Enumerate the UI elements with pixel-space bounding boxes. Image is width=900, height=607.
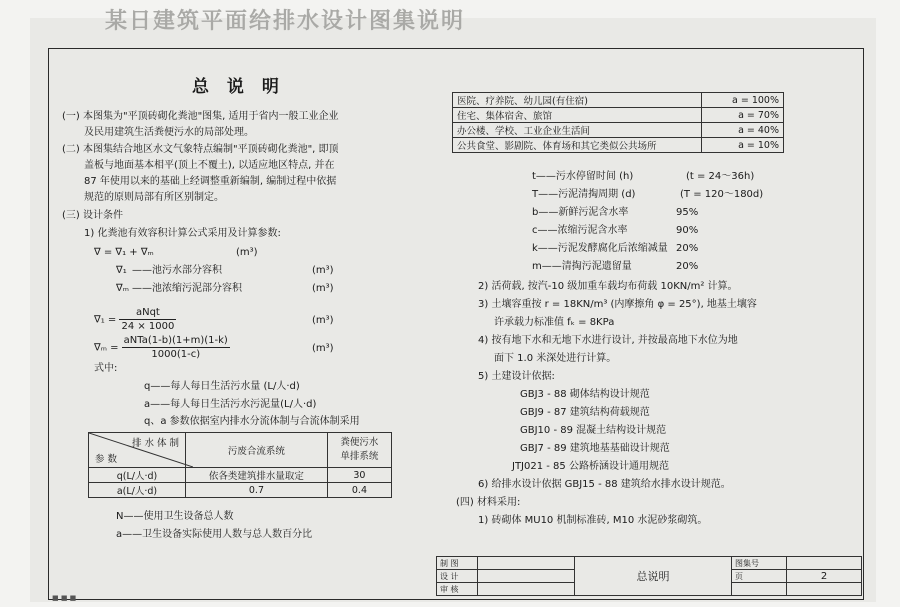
formula-sludge-unit: (m³)	[312, 343, 334, 354]
item2: 2) 活荷载, 按汽-10 级加重车载均布荷载 10KN/m² 计算。	[478, 281, 738, 292]
formula-water-fraction	[119, 306, 176, 333]
table-row	[453, 93, 784, 108]
def-t	[532, 170, 633, 183]
section1-line2: 及民用建筑生活粪便污水的局部处理。	[84, 127, 254, 138]
table-row	[89, 468, 392, 483]
item5: 5) 土建设计依据:	[478, 371, 555, 382]
tb-value	[478, 557, 575, 570]
tb-empty	[732, 583, 787, 596]
tb-page-label: 页	[732, 570, 787, 583]
formula-sludge-lhs: ∇ₘ =	[94, 342, 119, 354]
code-item: JTJ021 - 85 公路桥涵设计通用规范	[512, 461, 669, 472]
place-cell: 住宅、集体宿舍、旅馆	[453, 108, 702, 123]
alpha-value-cell: a = 70%	[702, 108, 784, 123]
item4-line1: 4) 按有地下水和无地下水进行设计, 并按最高地下水位为地	[478, 335, 738, 346]
section2-line3: 87 年使用以来的基础上经调整重新编制, 编制过程中依据	[84, 176, 337, 187]
alpha-table	[452, 92, 784, 153]
n-definition: N——使用卫生设备总人数	[116, 511, 234, 522]
header-ghost-text: 某日建筑平面给排水设计图集说明	[105, 9, 466, 34]
def-range: 20%	[676, 243, 699, 254]
corner-stamp: ■ ■ ■	[52, 594, 77, 602]
formula-water-unit: (m³)	[312, 315, 334, 326]
a-definition: a——每人每日生活污水污泥量(L/人·d)	[144, 399, 317, 410]
tb-label: 设 计	[437, 570, 478, 583]
def-range: 90%	[676, 225, 699, 236]
def-T	[532, 188, 635, 201]
place-cell: 办公楼、学校、工业企业生活间	[453, 123, 702, 138]
def-text: ——浓缩污泥含水率	[537, 225, 628, 236]
formula-sludge-numerator: aNTa(1-b)(1+m)(1-k)	[123, 335, 228, 346]
section3-item1: 1) 化粪池有效容积计算公式采用及计算参数:	[84, 228, 281, 239]
tb-value	[478, 583, 575, 596]
def-sludge-symbol: ∇ₘ	[116, 283, 129, 294]
place-cell: 医院、疗养院、幼儿园(有住宿)	[453, 93, 702, 108]
def-range: (T = 120～180d)	[680, 189, 764, 200]
item3-line1: 3) 土壤容重按 r = 18KN/m³ (内摩擦角 φ = 25°), 地基土壤容	[478, 299, 757, 310]
corner-top-label: 排 水 体 制	[131, 438, 179, 449]
formula-sludge-denominator: 1000(1-c)	[151, 349, 201, 360]
tb-page-number: 2	[787, 570, 862, 583]
def-symbol: t	[532, 171, 536, 182]
def-symbol: b	[532, 207, 539, 218]
section4-item1: 1) 砖砌体 MU10 机制标准砖, M10 水泥砂浆砌筑。	[478, 515, 708, 526]
formula-sludge	[94, 334, 230, 361]
def-symbol: c	[532, 225, 538, 236]
formula-water-numerator: aNqt	[119, 306, 176, 320]
section4-heading: (四) 材料采用:	[456, 497, 521, 508]
table-row	[89, 483, 392, 498]
formula-water-lhs: ∇₁ =	[94, 314, 117, 326]
col-header-separate-l1: 粪便污水	[340, 437, 379, 448]
table-row	[453, 108, 784, 123]
def-k	[532, 242, 668, 255]
value-cell: 0.4	[327, 483, 391, 498]
col-header-separate	[327, 433, 391, 468]
item6: 6) 给排水设计依据 GBJ15 - 88 建筑给水排水设计规范。	[478, 479, 731, 490]
alpha-value-cell: a = 40%	[702, 123, 784, 138]
def-sludge-unit: (m³)	[312, 283, 334, 294]
value-cell: 30	[327, 468, 391, 483]
tb-atlas-value	[787, 557, 862, 570]
formula-total: ∇ = ∇₁ + ∇ₘ	[94, 247, 154, 258]
def-water-symbol: ∇₁	[116, 265, 127, 276]
code-item: GBJ10 - 89 混凝土结构设计规范	[520, 425, 667, 436]
def-text: ——污泥发酵腐化后浓缩减量	[537, 243, 668, 254]
section3-heading: (三) 设计条件	[62, 210, 123, 221]
def-range: (t = 24～36h)	[686, 171, 755, 182]
formula-water	[94, 306, 176, 333]
def-b	[532, 206, 628, 219]
value-cell: 依各类建筑排水量取定	[186, 468, 328, 483]
alpha-value-cell: a = 100%	[702, 93, 784, 108]
table-corner-cell	[89, 433, 186, 468]
def-text: ——污泥清掏周期 (d)	[538, 189, 636, 200]
def-range: 95%	[676, 207, 699, 218]
code-item: GBJ9 - 87 建筑结构荷载规范	[520, 407, 650, 418]
def-range: 20%	[676, 261, 699, 272]
tb-value	[478, 570, 575, 583]
def-symbol: T	[532, 189, 539, 200]
corner-bottom-label: 参 数	[95, 454, 118, 465]
title-block	[436, 556, 862, 596]
col-header-separate-l2: 单排系统	[340, 451, 379, 462]
def-text: ——污水停留时间 (h)	[535, 171, 634, 182]
def-m	[532, 260, 632, 273]
def-sludge-text: ——池浓缩污泥部分容积	[132, 283, 242, 294]
q-definition: q——每人每日生活污水量 (L/人·d)	[144, 381, 300, 392]
alpha-definition: a——卫生设备实际使用人数与总人数百分比	[116, 529, 313, 540]
code-item: GBJ3 - 88 砌体结构设计规范	[520, 389, 650, 400]
tb-label: 制 图	[437, 557, 478, 570]
tb-atlas-label: 图集号	[732, 557, 787, 570]
table-row	[453, 123, 784, 138]
parameter-table	[88, 432, 392, 498]
page-title: 总 说 明	[192, 77, 285, 97]
tb-label: 审 核	[437, 583, 478, 596]
def-text: ——清掏污泥遗留量	[541, 261, 632, 272]
section1-line1: (一) 本图集为"平顶砖砌化粪池"图集, 适用于省内一般工业企业	[62, 111, 339, 122]
formula-water-denominator: 24 × 1000	[121, 321, 175, 332]
def-water-text: ——池污水部分容积	[132, 265, 222, 276]
value-cell: 0.7	[186, 483, 328, 498]
def-symbol: k	[532, 243, 538, 254]
tb-drawing-title: 总说明	[575, 557, 732, 596]
def-symbol: m	[532, 261, 542, 272]
def-water-unit: (m³)	[312, 265, 334, 276]
qa-note: q、a 参数依据室内排水分流体制与合流体制采用	[144, 416, 360, 427]
item4-line2: 面下 1.0 米深处进行计算。	[494, 353, 617, 364]
param-cell: q(L/人·d)	[89, 468, 186, 483]
col-header-combined: 污废合流系统	[186, 433, 328, 468]
formula-sludge-fraction	[122, 334, 230, 361]
tb-empty	[787, 583, 862, 596]
def-c	[532, 224, 628, 237]
code-item: GBJ7 - 89 建筑地基基础设计规范	[520, 443, 670, 454]
where-label: 式中:	[94, 363, 118, 374]
item3-line2: 许承载力标准值 fₖ = 8KPa	[494, 317, 615, 328]
def-text: ——新鲜污泥含水率	[538, 207, 629, 218]
section2-line4: 规范的原则局部有所区别制定。	[84, 192, 224, 203]
alpha-value-cell: a = 10%	[702, 138, 784, 153]
formula-total-unit: (m³)	[236, 247, 258, 258]
section2-line2: 盖板与地面基本相平(顶上不覆土), 以适应地区特点, 并在	[84, 160, 335, 171]
param-cell: a(L/人·d)	[89, 483, 186, 498]
place-cell: 公共食堂、影剧院、体育场和其它类似公共场所	[453, 138, 702, 153]
section2-line1: (二) 本图集结合地区水文气象特点编制"平顶砖砌化粪池", 即顶	[62, 144, 339, 155]
table-row	[453, 138, 784, 153]
